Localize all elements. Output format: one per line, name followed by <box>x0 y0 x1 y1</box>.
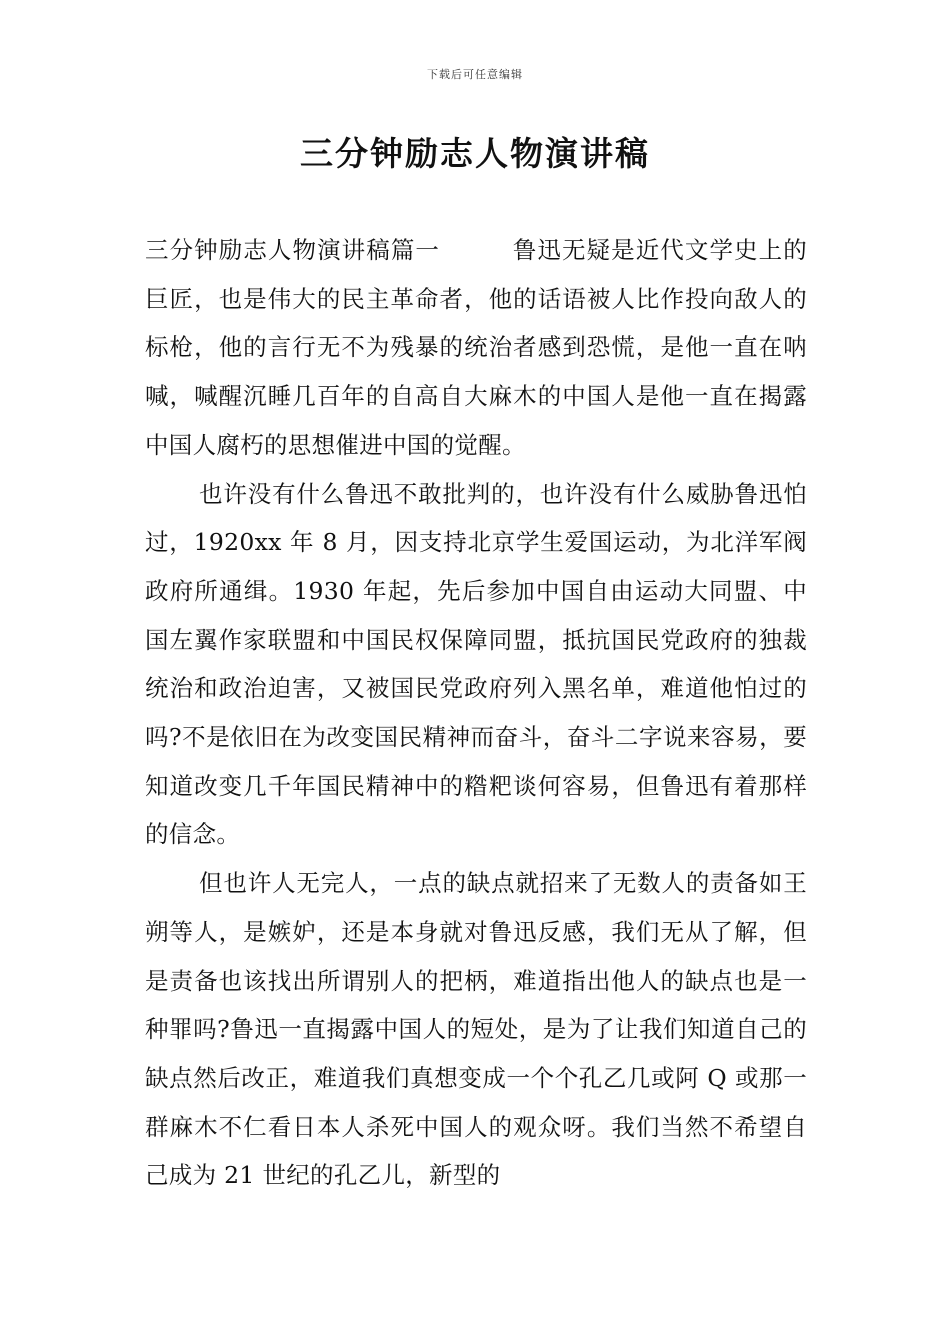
paragraph-3: 但也许人无完人，一点的缺点就招来了无数人的责备如王朔等人，是嫉妒，还是本身就对鲁迅反感，我们无从了解，但是责备也该找出所谓别人的把柄，难道指出他人的缺点也是一种罪吗?鲁迅一直揭露中国人的短处，是为了让我们知道自己的缺点然后改正，难道我们真想变成一个个孔乙几或阿 Q 或那一群麻木不仁看日本人杀死中国人的观众呀。我们当然不希望自己成为 21 世纪的孔乙儿，新型的 <box>145 869 807 1190</box>
paragraph-2: 也许没有什么鲁迅不敢批判的，也许没有什么威胁鲁迅怕过，1920xx 年 8 月，因支持北京学生爱国运动，为北洋军阀政府所通缉。1930 年起，先后参加中国自由运动大同盟、中国左翼作家联盟和中国民权保障同盟，抵抗国民党政府的独裁统治和政治迫害，又被国民党政府列入黑名单，难道他怕过的吗?不是依旧在为改变国民精神而奋斗，奋斗二字说来容易，要知道改变几千年国民精神中的糌粑谈何容易，但鲁迅有着那样的信念。 <box>145 479 807 849</box>
document-body <box>145 226 807 1200</box>
paragraph-text: 鲁迅无疑是近代文学史上的巨匠，也是伟大的民主革命者，他的话语被人比作投向敌人的标枪，他的言行无不为残暴的统治者感到恐慌，是他一直在呐喊，喊醒沉睡几百年的自高自大麻木的中国人是他一直在揭露中国人腐朽的思想催进中国的觉醒。 <box>145 236 807 459</box>
paragraph-1 <box>145 226 807 470</box>
header-note: 下载后可任意编辑 <box>427 68 523 81</box>
document-title: 三分钟励志人物演讲稿 <box>300 134 650 173</box>
paragraph-lead: 三分钟励志人物演讲稿篇一 <box>145 236 440 264</box>
